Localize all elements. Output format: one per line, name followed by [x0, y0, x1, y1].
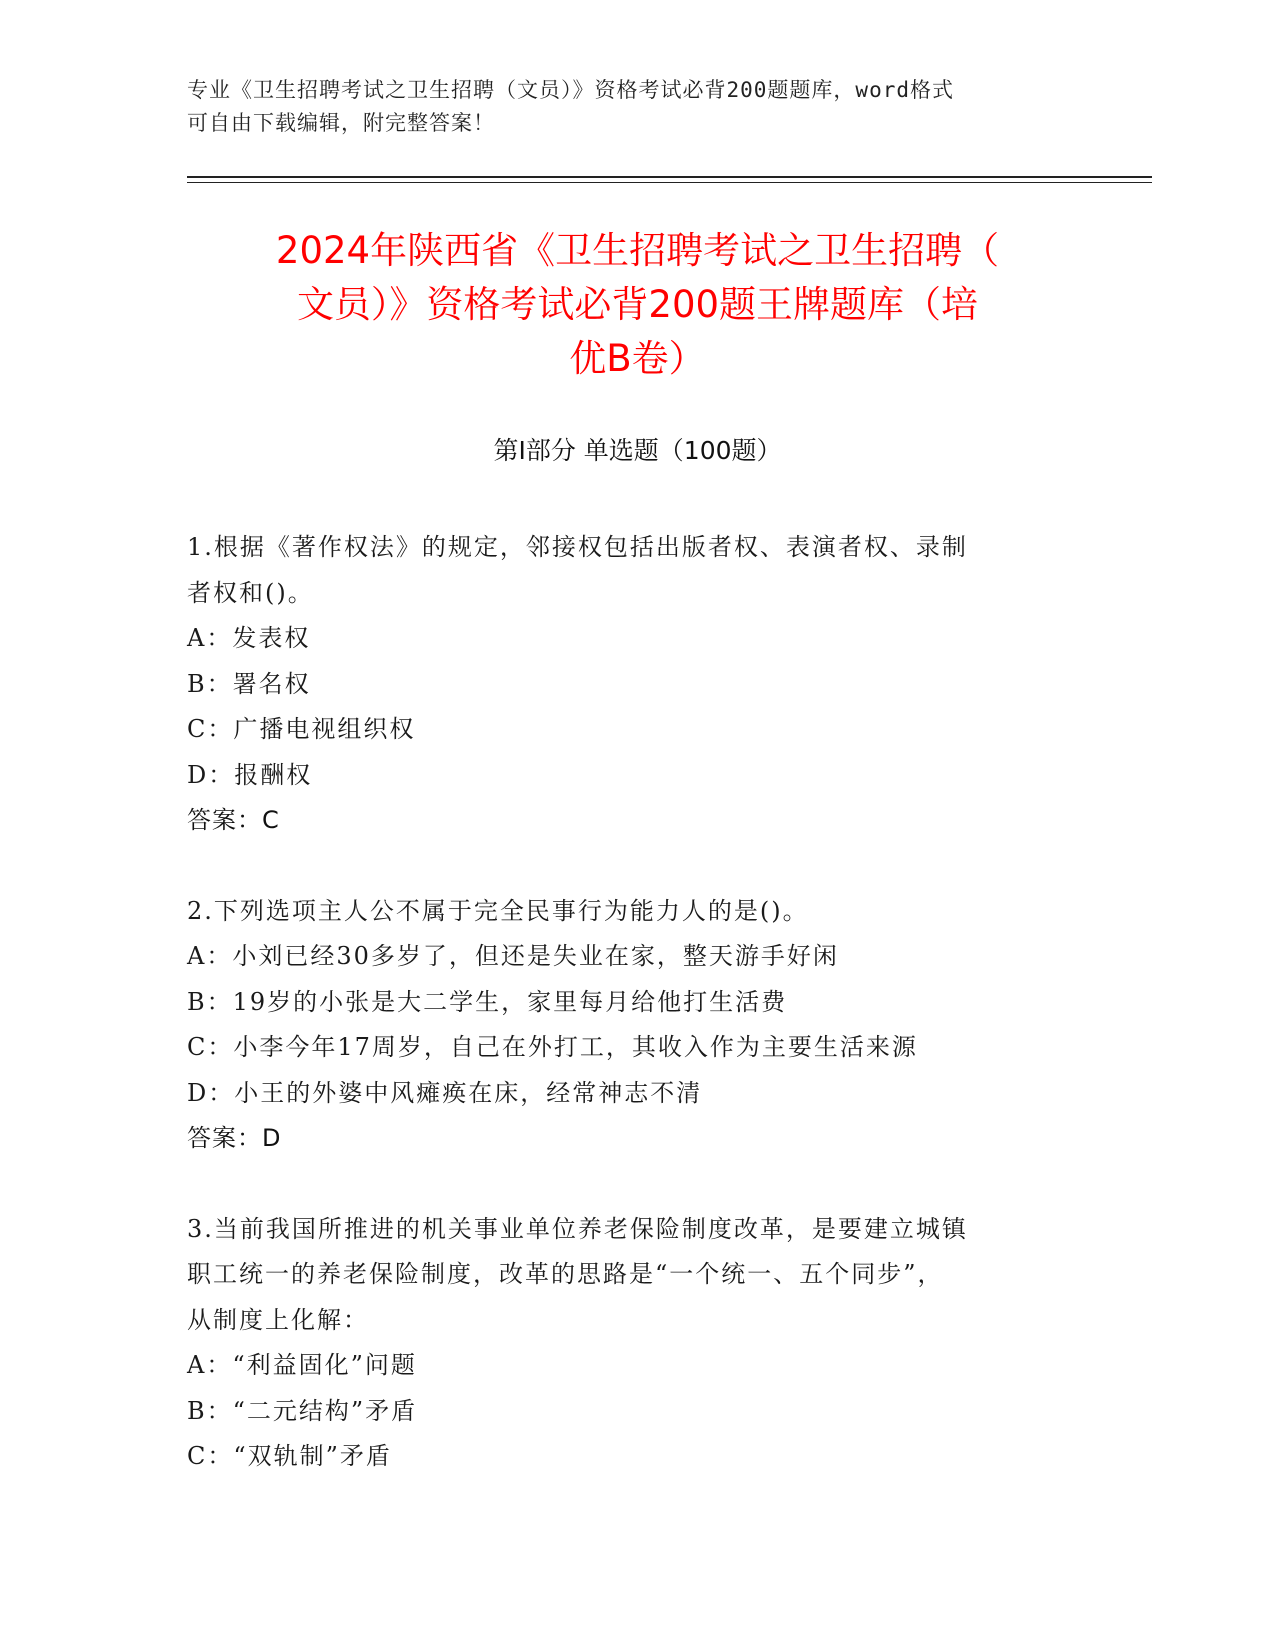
header-divider-thin	[187, 182, 1152, 183]
option-a: A：“利益固化”问题	[187, 1351, 417, 1379]
option-c: C：广播电视组织权	[187, 715, 416, 743]
question-stem-line: 2.下列选项主人公不属于完全民事行为能力人的是()。	[187, 896, 809, 925]
header-divider-thick	[187, 176, 1152, 178]
option-b: B：“二元结构”矛盾	[187, 1396, 418, 1425]
document-title	[150, 224, 1125, 386]
title-line-3: 优B卷）	[569, 337, 706, 380]
question-stem-line: 从制度上化解：	[187, 1305, 369, 1334]
question-stem-line: 1.根据《著作权法》的规定，邻接权包括出版者权、表演者权、录制	[187, 533, 968, 561]
header-note-line-1: 专业《卫生招聘考试之卫生招聘（文员）》资格考试必背200题题库，word格式	[187, 78, 954, 102]
question-spacer	[187, 1162, 1107, 1207]
question-spacer	[187, 844, 1107, 889]
option-b: B：署名权	[187, 669, 311, 698]
option-c: C：小李今年17周岁，自己在外打工，其收入作为主要生活来源	[187, 1033, 918, 1061]
option-b: B：19岁的小张是大二学生，家里每月给他打生活费	[187, 987, 788, 1016]
header-note-line-2: 可自由下载编辑，附完整答案！	[187, 111, 495, 135]
option-d: D：小王的外婆中风瘫痪在床，经常神志不清	[187, 1078, 703, 1107]
section-heading: 第Ⅰ部分 单选题（100题）	[493, 436, 782, 465]
question-list	[187, 525, 1107, 1480]
header-note	[187, 74, 1087, 140]
question-3	[187, 1207, 1107, 1480]
question-stem-line: 3.当前我国所推进的机关事业单位养老保险制度改革，是要建立城镇	[187, 1214, 968, 1243]
question-stem-line: 职工统一的养老保险制度，改革的思路是“一个统一、五个同步”，	[187, 1260, 944, 1288]
title-line-2: 文员）》资格考试必背200题王牌题库（培	[296, 283, 979, 326]
question-1	[187, 525, 1107, 844]
option-a: A：小刘已经30多岁了，但还是失业在家，整天游手好闲	[187, 942, 839, 970]
question-2	[187, 889, 1107, 1162]
answer-label: 答案：C	[187, 806, 280, 834]
answer-label: 答案：D	[187, 1124, 282, 1152]
option-a: A：发表权	[187, 624, 311, 652]
title-line-1: 2024年陕西省《卫生招聘考试之卫生招聘（	[275, 229, 1000, 272]
question-stem-line: 者权和()。	[187, 578, 314, 607]
option-d: D：报酬权	[187, 760, 313, 789]
option-c: C：“双轨制”矛盾	[187, 1442, 392, 1470]
